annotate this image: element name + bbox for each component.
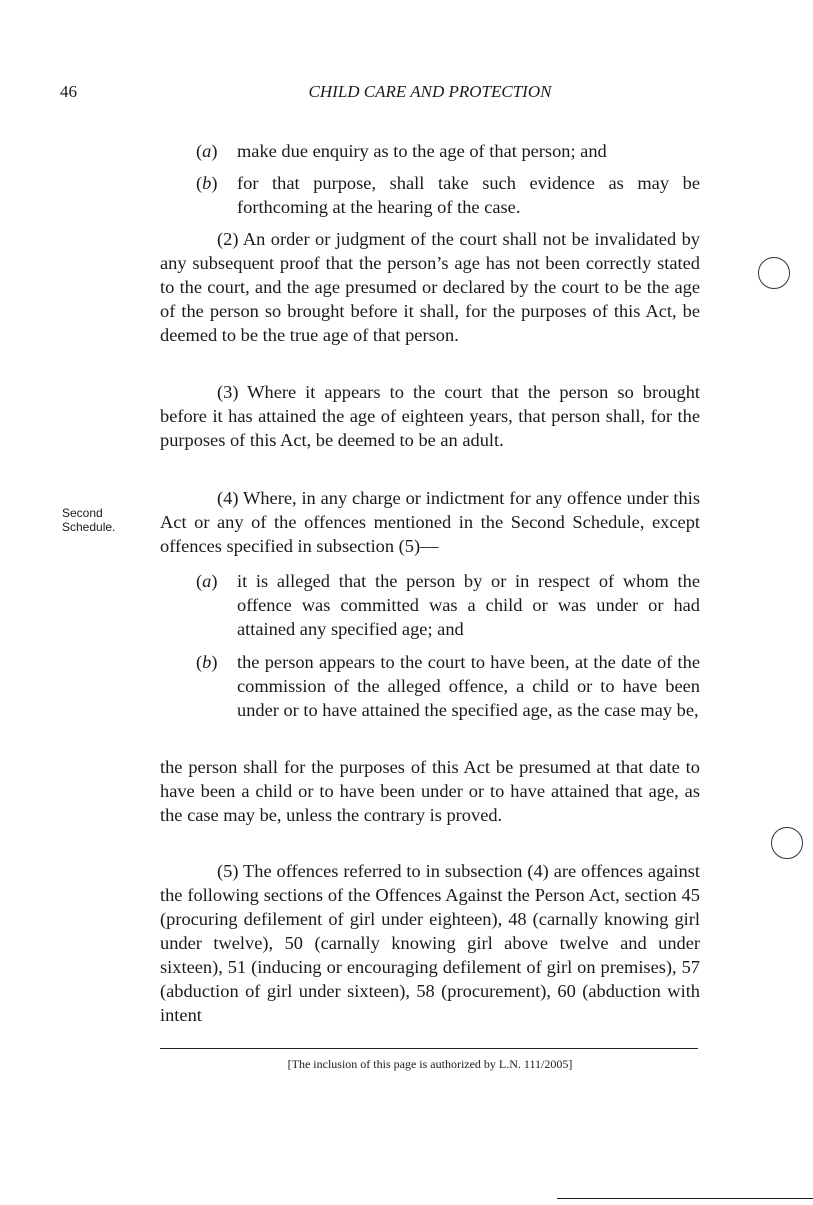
list-item-b-mid: [196, 650, 700, 722]
item-label: (b): [196, 652, 218, 672]
paragraph-4: (4) Where, in any charge or indictment for any offence under this Act or any of the offences mentioned in the Second Schedule, except offences specified in subsection (5)—: [160, 488, 700, 556]
item-label: (a): [196, 571, 218, 591]
list-item-a-top: [196, 139, 700, 163]
list-item-a-mid: [196, 569, 700, 641]
paragraph-3: (3) Where it appears to the court that the person so brought before it has attained the age of eighteen years, that person shall, for the purposes of this Act, be deemed to be an adult.: [160, 382, 700, 450]
running-head: CHILD CARE AND PROTECTION: [308, 82, 552, 101]
item-text: the person appears to the court to have been, at the date of the commission of the alleged offence, a child or to have been under or to have attained the specified age, as the case may be,: [237, 652, 700, 720]
margin-note: Second Schedule.: [62, 506, 116, 534]
punch-hole-mark: [771, 827, 803, 859]
item-text: it is alleged that the person by or in respect of whom the offence was committed was a child or was under or had attained any specified age; and: [237, 571, 700, 639]
item-label: (a): [196, 141, 218, 161]
bottom-edge-rule: [557, 1198, 813, 1199]
paragraph-2: (2) An order or judgment of the court shall not be invalidated by any subsequent proof that the person’s age has not been correctly stated to the court, and the age presumed or declared by the court to be the age of the person so brought before it shall, for the purposes of this Act, be deemed to be the true age of that person.: [160, 229, 700, 345]
page-number: 46: [60, 82, 77, 101]
item-text: for that purpose, shall take such evidence as may be forthcoming at the hearing of the case.: [237, 173, 700, 217]
footer-note: [The inclusion of this page is authorized by L.N. 111/2005]: [287, 1057, 573, 1071]
paragraph-4-continued: the person shall for the purposes of this Act be presumed at that date to have been a child or to have been under or to have attained that age, as the case may be, unless the contrary is proved.: [160, 757, 700, 825]
footer-rule: [160, 1048, 698, 1049]
list-item-b-top: [196, 171, 700, 219]
punch-hole-mark: [758, 257, 790, 289]
item-label: (b): [196, 173, 218, 193]
paragraph-5: (5) The offences referred to in subsection (4) are offences against the following sections of the Offences Against the Person Act, section 45 (procuring defilement of girl under eighteen), 48 (carnally knowing girl under twelve), 50 (carnally knowing girl above twelve and under sixteen), 51 (inducing or encouraging defilement of girl on premises), 57 (abduction of girl under sixteen), 58 (procurement), 60 (abduction with intent: [160, 861, 700, 1025]
item-text: make due enquiry as to the age of that person; and: [237, 141, 607, 161]
